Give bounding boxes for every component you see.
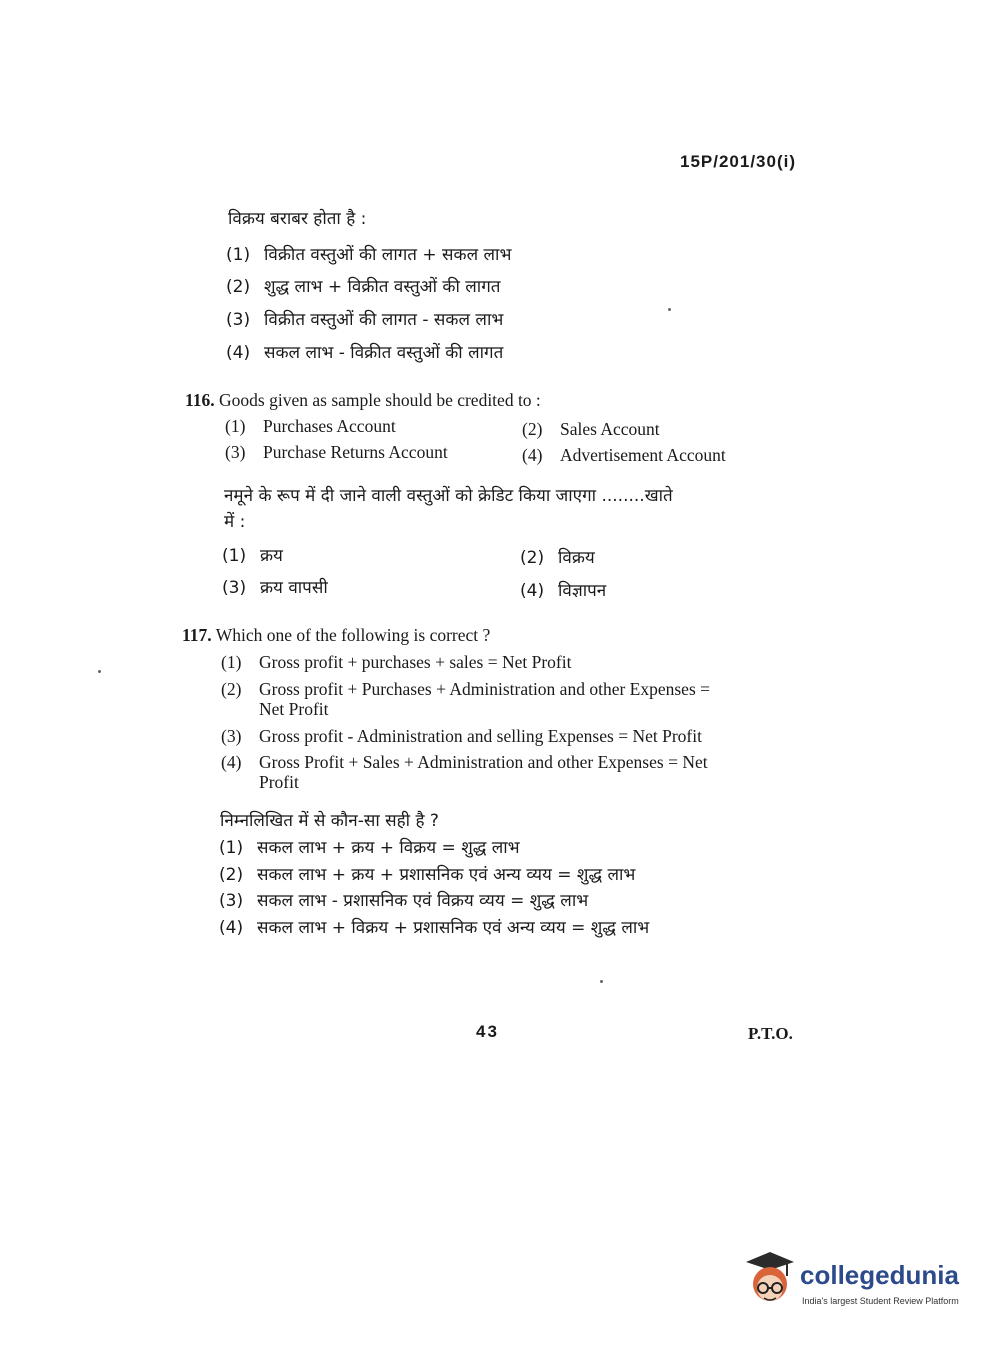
q117-option-hi-1: (1) सकल लाभ + क्रय + विक्रय = शुद्ध लाभ — [219, 838, 520, 858]
q117-option-en-2-cont: Net Profit — [259, 699, 329, 719]
q116-option-hi-3: (3) क्रय वापसी — [222, 578, 328, 598]
q116-stem-hi-line2: में : — [224, 512, 246, 532]
scan-speck — [668, 308, 671, 311]
q116-option-hi-1: (1) क्रय — [222, 546, 283, 566]
q116-option-hi-2: (2) विक्रय — [520, 548, 595, 568]
q116-stem-en: 116. Goods given as sample should be credited to : — [185, 390, 541, 410]
q117-option-en-4-cont: Profit — [259, 772, 299, 792]
q116-option-en-2: (2) Sales Account — [522, 419, 660, 439]
q115-stem-hi: विक्रय बराबर होता है : — [228, 209, 367, 229]
q116-option-en-1: (1) Purchases Account — [225, 416, 396, 436]
q115-option-hi-3: (3) विक्रीत वस्तुओं की लागत - सकल लाभ — [226, 310, 504, 330]
scan-speck — [98, 670, 101, 673]
q117-option-hi-2: (2) सकल लाभ + क्रय + प्रशासनिक एवं अन्य व्यय = शुद्ध लाभ — [219, 865, 636, 885]
q117-option-en-2: (2) Gross profit + Purchases + Administration and other Expenses = — [221, 679, 711, 699]
q117-option-hi-4: (4) सकल लाभ + विक्रय + प्रशासनिक एवं अन्य व्यय = शुद्ध लाभ — [219, 918, 650, 938]
q117-stem-en: 117. Which one of the following is correct ? — [182, 625, 491, 645]
page-number: 43 — [476, 1022, 499, 1041]
q117-stem-hi: निम्नलिखित में से कौन-सा सही है ? — [220, 811, 439, 831]
q115-option-hi-4: (4) सकल लाभ - विक्रीत वस्तुओं की लागत — [226, 343, 504, 363]
paper-code: 15P/201/30(i) — [680, 152, 797, 171]
q116-stem-hi-line1: नमूने के रूप में दी जाने वाली वस्तुओं को क्रेडिट किया जाएगा ........खाते — [224, 486, 673, 506]
q116-option-en-3: (3) Purchase Returns Account — [225, 442, 448, 462]
q115-option-hi-1: (1) विक्रीत वस्तुओं की लागत + सकल लाभ — [226, 245, 512, 265]
collegedunia-watermark — [740, 1248, 970, 1318]
mascot-icon — [740, 1248, 796, 1310]
brand-tagline: India's largest Student Review Platform — [802, 1296, 959, 1306]
q117-option-hi-3: (3) सकल लाभ - प्रशासनिक एवं विक्रय व्यय = शुद्ध लाभ — [219, 891, 589, 911]
scan-speck — [600, 980, 603, 983]
q115-option-hi-2: (2) शुद्ध लाभ + विक्रीत वस्तुओं की लागत — [226, 277, 501, 297]
pto-label: P.T.O. — [748, 1024, 793, 1043]
q117-option-en-1: (1) Gross profit + purchases + sales = Net Profit — [221, 652, 572, 672]
q117-number: 117. — [182, 625, 212, 645]
q117-option-en-4: (4) Gross Profit + Sales + Administration and other Expenses = Net — [221, 752, 708, 772]
q116-option-en-4: (4) Advertisement Account — [522, 445, 726, 465]
brand-name: collegedunia — [800, 1260, 959, 1290]
q116-option-hi-4: (4) विज्ञापन — [520, 581, 607, 601]
q116-number: 116. — [185, 390, 215, 410]
q117-option-en-3: (3) Gross profit - Administration and selling Expenses = Net Profit — [221, 726, 702, 746]
